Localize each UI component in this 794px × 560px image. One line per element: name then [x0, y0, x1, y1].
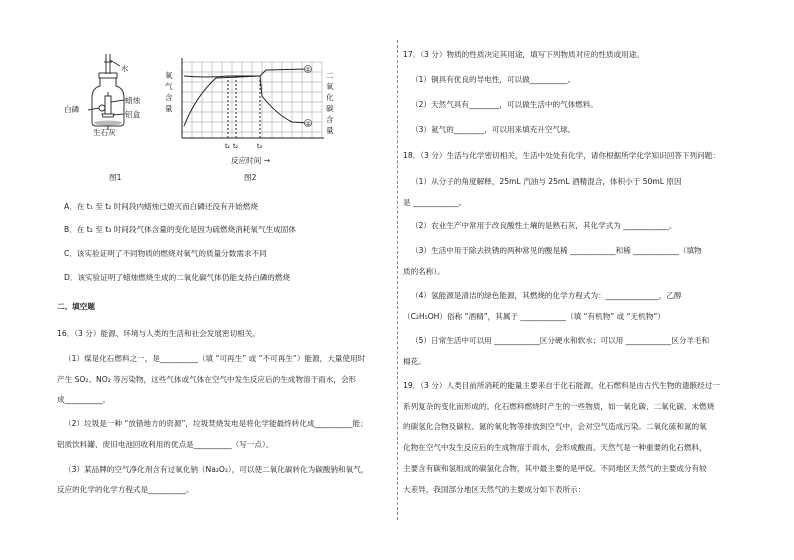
fig2-xlabel: 反应时间 →: [231, 156, 271, 165]
white-phosphorus: [99, 105, 105, 111]
jar-stopper: [99, 73, 117, 78]
q19-line2: 系列复杂的变化而形成的。化石燃料燃烧时产生的一些物质，如一氧化碳、二氧化碳、未燃烧: [403, 402, 715, 411]
q16-p2-line2: 铝质饮料罐、废旧电池回收利用的优点是__________（写一点）。: [57, 440, 274, 449]
label-candle: 蜡烛: [125, 96, 141, 105]
curve-mark-2: ②: [305, 120, 311, 128]
figure2-caption: 图2: [244, 173, 257, 182]
curve-2: [184, 66, 311, 126]
q16-p2-line1: （2）垃圾是一种 “放错地方的资源”，垃圾焚烧发电是将化学能最终转化成__________能；: [64, 419, 368, 428]
q17-p3: （3）氦气的________，可以用来填充升空气球。: [411, 125, 576, 134]
q18-p1-line2: 是 ____________。: [403, 198, 467, 207]
q19-line5: 主要含有碳和氢组成的碳氢化合物，其中最主要的是甲烷。不同地区天然气的主要成分有较: [403, 464, 707, 473]
tick-t1: t₁: [225, 142, 231, 150]
label-white-phosphorus: 白磷: [64, 105, 80, 114]
q19-line3: 的碳氢化合物及碳粒、氮的氧化物等排放到空气中，会对空气造成污染。二氧化硫和氮的氧: [403, 422, 707, 431]
option-c: C．该实验证明了不同物质的燃烧对氧气的质量分数需求不同: [64, 249, 267, 258]
q16-p1-line1: （1）煤是化石燃料之一，是__________（填 “可再生” 或 “不可再生”）能源，大量使用时: [64, 354, 366, 363]
fig2-ylabel-right: 二氧化碳含量: [326, 71, 334, 135]
tick-t3: t₃: [257, 142, 263, 150]
q18-stem: 18．（3 分）生活与化学密切相关，生活中处处有化学，请你根据所学化学知识回答下列问题：: [403, 151, 720, 160]
curve-1: [184, 76, 308, 123]
q16-stem: 16．（3 分）能源、环境与人类的生活和社会发展密切相关。: [57, 329, 260, 338]
tick-t2: t₂: [233, 142, 239, 150]
q18-p5-line2: 棉花。: [403, 357, 426, 366]
label-quicklime: 生石灰: [93, 128, 116, 137]
q17-stem: 17．（3 分）物质的性质决定其用途，填写下列物质对应的性质或用途。: [403, 50, 644, 59]
option-b: B．在 t₂ 至 t₃ 时间段气体含量的变化是因为硫燃烧消耗氧气生成固体: [64, 225, 296, 234]
option-a: A．在 t₁ 至 t₂ 时间段内蜡烛已熄灭而白磷还没有开始燃烧: [64, 202, 258, 211]
q19-line1: 19．（3 分）人类目前所消耗的能量主要来自于化石能源，化石燃料是由古代生物的遗骸经过一: [403, 381, 720, 390]
q19-line6: 大差异，我国部分地区天然气的主要成分如下表所示：: [403, 485, 586, 494]
curve-mark-1: ①: [305, 66, 311, 74]
candle: [105, 96, 111, 114]
q16-p3-line2: 反应的化学的化学方程式是__________。: [57, 485, 194, 494]
q18-p3-line2: 质的名称）。: [403, 267, 445, 276]
figure1-caption: 图1: [109, 173, 122, 182]
q18-p4-line2: （C₂H₅OH）俗称 “酒精”，其属于 ____________（填 “有机物” 或 “无机物”）: [403, 312, 665, 321]
label-water: 水: [121, 64, 129, 73]
q17-p1: （1）铜具有优良的导电性，可以做__________。: [411, 75, 576, 84]
q18-p4-line1: （4）氢能源是清洁的绿色能源，其燃烧的化学方程式为：______________，乙醇: [411, 291, 682, 300]
jar: [92, 78, 124, 126]
q18-p5-line1: （5）日常生活中可以用 ____________区分硬水和软水；可以用 ____________区分羊毛和: [411, 336, 710, 345]
q16-p1-line3: 成__________。: [57, 395, 111, 404]
section-fill-blank: 二、填空题: [57, 302, 95, 311]
fig2-ylabel-left: 氧气含量: [165, 71, 173, 113]
q16-p1-line2: 产生 SO₂、NO₂ 等污染物，这些气体或气体在空气中发生反应后的生成物溶于雨水，会形: [57, 375, 357, 384]
arrow-right-icon: →: [263, 156, 271, 165]
figure2-graph: [176, 56, 326, 156]
q18-p1-line1: （1）从分子的角度解释，25mL 汽油与 25mL 酒精混合，体积小于 50mL 原因: [411, 177, 682, 186]
q16-p3-line1: （3）某品牌的空气净化剂含有过氧化钠（Na₂O₂），可以使二氧化碳转化为碳酸钠和氧气，: [64, 465, 369, 474]
q18-p3-line1: （3）生活中用于除去铁锈的两种常见的酸是稀 ____________和稀 ____________（填物: [411, 246, 702, 255]
aluminum-tray: [102, 114, 114, 117]
option-d: D．该实验证明了蜡烛燃烧生成的二氧化碳气体仍能支持白磷的燃烧: [64, 273, 291, 282]
q17-p2: （2）天然气具有________，可以做生活中的气体燃料。: [411, 100, 599, 109]
figure1-apparatus: [60, 52, 160, 130]
q18-p2: （2）农业生产中常用于改良酸性土壤的是熟石灰，其化学式为 ____________。: [411, 221, 677, 230]
q19-line4: 化物在空气中发生反应后的生成物溶于雨水，会形成酸雨。天然气是一种重要的化石燃料，: [403, 443, 707, 452]
column-divider: [397, 40, 398, 520]
label-tray: 铝盒: [125, 110, 141, 119]
